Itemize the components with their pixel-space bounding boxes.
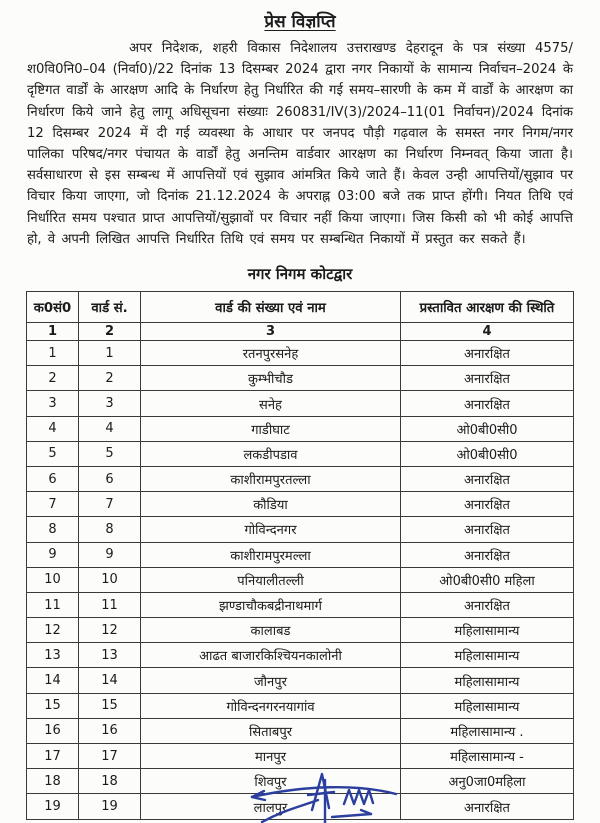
ward-name-cell: काशीरामपुरतल्ला xyxy=(141,466,401,491)
status-cell: अनारक्षित xyxy=(401,366,574,391)
serial-cell: 9 xyxy=(27,542,79,567)
ward-no-cell: 18 xyxy=(79,769,141,794)
ward-no-cell: 3 xyxy=(79,391,141,416)
table-row xyxy=(27,466,574,491)
press-release-paragraph: अपर निदेशक, शहरी विकास निदेशालय उत्तराखण्ड देहरादून के पत्र संख्या 4575/ श0वि0नि0–04 (निर्वा0)/22 दिनांक 13 दिसम्बर 2024 द्वारा नगर निकायों के सामान्य निर्वाचन–2024 के दृष्टिगत वार्डों के आरक्षण आदि के निर्धारण हेतु निर्धारित की गई समय–सारणी के कम में वार्डों के आरक्षण का निर्धारण किये जाने हेतु लागू अधिसूचना संख्याः 260831/IV(3)/2024–11(01 निर्वाचन)/2024 दिनांक 12 दिसम्बर 2024 में दी गई व्यवस्था के आधार पर जनपद पौड़ी गढ़वाल के समस्त नगर निगम/नगर पालिका परिषद/नगर पंचायत के वार्डों हेतु अनन्तिम वार्डवार आरक्षण का निर्धारण निम्नवत् किया जाता है। सर्वसाधारण से इस सम्बन्ध में आपत्तियों एवं सुझाव आंमत्रित किये जाते हैं। केवल उन्ही आपत्तियों/सुझाव पर विचार किया जाएगा, जो दिनांक 21.12.2024 के अपराह्न 03:00 बजे तक प्राप्त होंगी। नियत तिथि एवं निर्धारित समय पश्चात प्राप्त आपत्तियों/सुझावों पर विचार नहीं किया जाएगा। जिस किसी को भी कोई आपत्ति हो, वे अपनी लिखित आपत्ति निर्धारित तिथि एवं समय पर सम्बन्धित निकायों में प्रस्तुत कर सकते हैं। xyxy=(27,41,573,247)
serial-cell: 10 xyxy=(27,567,79,592)
ward-name-cell: सनेह xyxy=(141,391,401,416)
table-row xyxy=(27,668,574,693)
ward-no-cell: 6 xyxy=(79,466,141,491)
ward-no-cell: 11 xyxy=(79,592,141,617)
table-row xyxy=(27,517,574,542)
status-cell: महिलासामान्य xyxy=(401,668,574,693)
serial-cell: 1 xyxy=(27,341,79,366)
ward-no-cell: 19 xyxy=(79,794,141,819)
serial-cell: 19 xyxy=(27,794,79,819)
ward-no-cell: 4 xyxy=(79,416,141,441)
status-cell: अनारक्षित xyxy=(401,341,574,366)
table-row xyxy=(27,718,574,743)
ward-no-cell: 9 xyxy=(79,542,141,567)
serial-cell: 2 xyxy=(27,366,79,391)
status-cell: अनारक्षित xyxy=(401,492,574,517)
header-ward-no: वार्ड सं. xyxy=(79,292,141,323)
ward-name-cell: रतनपुरसनेह xyxy=(141,341,401,366)
ward-name-cell: काशीरामपुरमल्ला xyxy=(141,542,401,567)
ward-name-cell: लालपुर xyxy=(141,794,401,819)
status-cell: महिलासामान्य . xyxy=(401,718,574,743)
ward-name-cell: शिवपुर xyxy=(141,769,401,794)
table-row xyxy=(27,542,574,567)
status-cell: अनारक्षित xyxy=(401,517,574,542)
table-row xyxy=(27,416,574,441)
serial-cell: 11 xyxy=(27,592,79,617)
ward-name-cell: लकडीपडाव xyxy=(141,441,401,466)
ward-no-cell: 16 xyxy=(79,718,141,743)
status-cell: महिलासामान्य xyxy=(401,693,574,718)
ward-no-cell: 13 xyxy=(79,643,141,668)
ward-no-cell: 17 xyxy=(79,744,141,769)
table-row xyxy=(27,441,574,466)
status-cell: अनारक्षित xyxy=(401,794,574,819)
table-row xyxy=(27,693,574,718)
serial-cell: 8 xyxy=(27,517,79,542)
ward-no-cell: 1 xyxy=(79,341,141,366)
serial-cell: 16 xyxy=(27,718,79,743)
table-row xyxy=(27,492,574,517)
ward-name-cell: जौनपुर xyxy=(141,668,401,693)
ward-no-cell: 14 xyxy=(79,668,141,693)
serial-cell: 18 xyxy=(27,769,79,794)
status-cell: महिलासामान्य xyxy=(401,618,574,643)
ward-no-cell: 5 xyxy=(79,441,141,466)
column-number-row xyxy=(27,323,574,341)
status-cell: ओ0बी0सी0 महिला xyxy=(401,567,574,592)
ward-name-cell: कालाबड xyxy=(141,618,401,643)
ward-name-cell: गाडीघाट xyxy=(141,416,401,441)
table-row xyxy=(27,744,574,769)
status-cell: अनारक्षित xyxy=(401,592,574,617)
status-cell: ओ0बी0सी0 xyxy=(401,416,574,441)
serial-cell: 13 xyxy=(27,643,79,668)
serial-cell: 3 xyxy=(27,391,79,416)
ward-no-cell: 15 xyxy=(79,693,141,718)
column-number: 1 xyxy=(27,323,79,341)
ward-name-cell: कुम्भीचौड xyxy=(141,366,401,391)
column-number: 2 xyxy=(79,323,141,341)
ward-name-cell: आढत बाजारकिश्चियनकालोनी xyxy=(141,643,401,668)
table-row xyxy=(27,643,574,668)
status-cell: अनु0जा0महिला xyxy=(401,769,574,794)
table-row xyxy=(27,618,574,643)
ward-no-cell: 8 xyxy=(79,517,141,542)
status-cell: अनारक्षित xyxy=(401,466,574,491)
signature-ink-icon xyxy=(228,770,418,823)
page-title: प्रेस विज्ञप्ति xyxy=(264,12,336,32)
ward-name-cell: गोविन्दनगर xyxy=(141,517,401,542)
column-number: 3 xyxy=(141,323,401,341)
serial-cell: 6 xyxy=(27,466,79,491)
table-row xyxy=(27,391,574,416)
ward-name-cell: कौडिया xyxy=(141,492,401,517)
serial-cell: 7 xyxy=(27,492,79,517)
header-ward-name: वार्ड की संख्या एवं नाम xyxy=(141,292,401,323)
header-serial-no: क0सं0 xyxy=(27,292,79,323)
status-cell: अनारक्षित xyxy=(401,391,574,416)
status-cell: ओ0बी0सी0 xyxy=(401,441,574,466)
serial-cell: 17 xyxy=(27,744,79,769)
table-row xyxy=(27,341,574,366)
ward-name-cell: मानपुर xyxy=(141,744,401,769)
ward-name-cell: झण्डाचौकबद्रीनाथमार्ग xyxy=(141,592,401,617)
ward-name-cell: पनियालीतल्ली xyxy=(141,567,401,592)
status-cell: महिलासामान्य - xyxy=(401,744,574,769)
ward-no-cell: 12 xyxy=(79,618,141,643)
serial-cell: 12 xyxy=(27,618,79,643)
ward-no-cell: 10 xyxy=(79,567,141,592)
ward-name-cell: सिताबपुर xyxy=(141,718,401,743)
column-number: 4 xyxy=(401,323,574,341)
status-cell: अनारक्षित xyxy=(401,542,574,567)
table-header-row xyxy=(27,292,574,323)
handwritten-signature xyxy=(228,770,418,823)
serial-cell: 5 xyxy=(27,441,79,466)
table-row xyxy=(27,567,574,592)
ward-no-cell: 7 xyxy=(79,492,141,517)
section-heading: नगर निगम कोटद्वार xyxy=(247,265,353,284)
ward-table-body xyxy=(27,341,574,820)
ward-name-cell: गोविन्दनगरनयागांव xyxy=(141,693,401,718)
serial-cell: 4 xyxy=(27,416,79,441)
ward-reservation-table xyxy=(26,291,574,820)
ward-no-cell: 2 xyxy=(79,366,141,391)
status-cell: महिलासामान्य xyxy=(401,643,574,668)
header-reservation: प्रस्तावित आरक्षण की स्थिति xyxy=(401,292,574,323)
serial-cell: 15 xyxy=(27,693,79,718)
table-row xyxy=(27,592,574,617)
table-row xyxy=(27,366,574,391)
serial-cell: 14 xyxy=(27,668,79,693)
